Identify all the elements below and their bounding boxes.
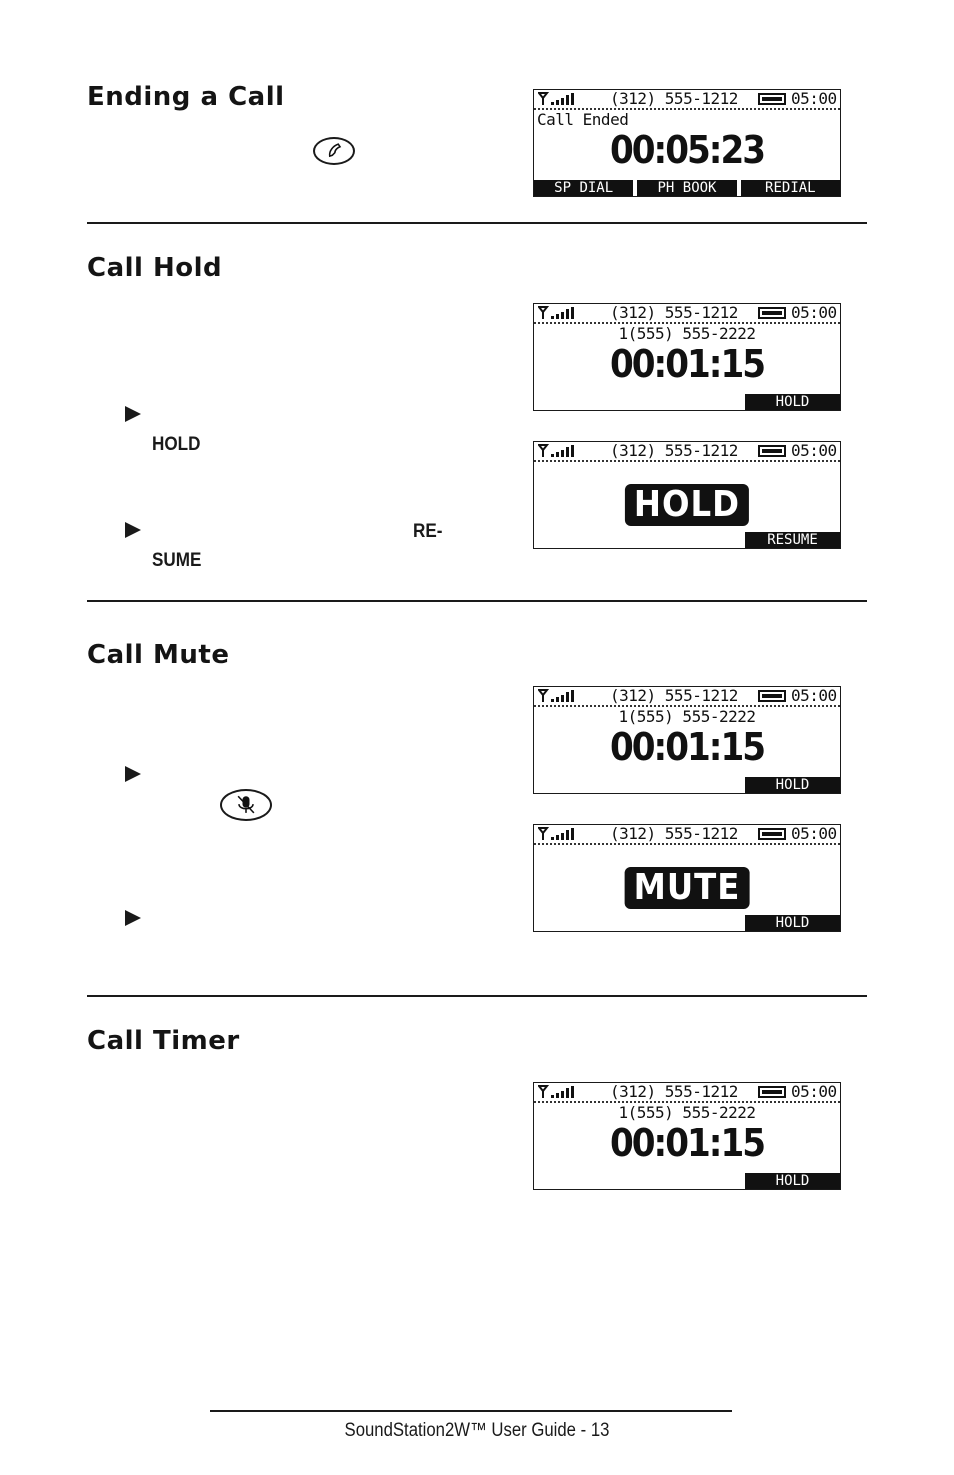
antenna-signal-icon <box>538 689 582 703</box>
lcd-call-timer: 00:01:15 <box>609 1121 765 1165</box>
lcd-status-bar <box>534 90 840 110</box>
lcd-screen-active-call <box>533 303 841 411</box>
section-title-ending-call: Ending a Call <box>87 82 285 112</box>
antenna-signal-icon <box>538 306 582 320</box>
lcd-hold-badge: HOLD <box>625 484 749 526</box>
lcd-screen-call-ended <box>533 89 841 197</box>
lcd-status-bar <box>534 825 840 845</box>
lcd-status-bar <box>534 687 840 707</box>
lcd-status-bar <box>534 304 840 324</box>
lcd-caller-number: 1(555) 555-2222 <box>618 1103 756 1122</box>
lcd-call-timer: 00:05:23 <box>609 128 765 172</box>
lcd-status-bar <box>534 1083 840 1103</box>
softkey-ref-resume-2: SUME <box>152 550 202 571</box>
lcd-caller-number: 1(555) 555-2222 <box>618 324 756 343</box>
lcd-caller-number: 1(555) 555-2222 <box>618 707 756 726</box>
triangle-arrow-icon <box>125 766 141 782</box>
lcd-clock: 05:00 <box>791 1082 837 1101</box>
softkey-hold[interactable]: HOLD <box>745 777 840 793</box>
lcd-screen-muted <box>533 824 841 932</box>
lcd-phone-number: (312) 555-1212 <box>610 89 738 108</box>
lcd-call-timer: 00:01:15 <box>609 342 765 386</box>
softkey-ref-hold: HOLD <box>152 434 201 455</box>
lcd-phone-number: (312) 555-1212 <box>610 686 738 705</box>
lcd-phone-number: (312) 555-1212 <box>610 303 738 322</box>
battery-icon <box>758 445 786 457</box>
handset-icon <box>313 137 355 165</box>
battery-icon <box>758 307 786 319</box>
section-title-call-hold: Call Hold <box>87 253 223 283</box>
lcd-clock: 05:00 <box>791 89 837 108</box>
section-divider <box>87 222 867 224</box>
page-footer: SoundStation2W™ User Guide - 13 <box>344 1420 610 1441</box>
footer-divider <box>210 1410 732 1412</box>
lcd-call-timer: 00:01:15 <box>609 725 765 769</box>
lcd-clock: 05:00 <box>791 686 837 705</box>
section-divider <box>87 995 867 997</box>
triangle-arrow-icon <box>125 406 141 422</box>
lcd-phone-number: (312) 555-1212 <box>610 824 738 843</box>
lcd-mute-badge: MUTE <box>625 867 750 909</box>
section-title-call-timer: Call Timer <box>87 1026 240 1056</box>
antenna-signal-icon <box>538 1085 582 1099</box>
lcd-phone-number: (312) 555-1212 <box>610 1082 738 1101</box>
softkey-hold[interactable]: HOLD <box>745 1173 840 1189</box>
section-title-call-mute: Call Mute <box>87 640 230 670</box>
softkey-redial[interactable]: REDIAL <box>741 180 840 196</box>
lcd-clock: 05:00 <box>791 303 837 322</box>
softkey-sp-dial[interactable]: SP DIAL <box>534 180 633 196</box>
softkey-hold[interactable]: HOLD <box>745 394 840 410</box>
lcd-screen-call-timer <box>533 1082 841 1190</box>
section-divider <box>87 600 867 602</box>
antenna-signal-icon <box>538 827 582 841</box>
battery-icon <box>758 690 786 702</box>
lcd-screen-active-call <box>533 686 841 794</box>
lcd-screen-on-hold <box>533 441 841 549</box>
softkey-ref-resume-1: RE- <box>413 521 443 542</box>
battery-icon <box>758 1086 786 1098</box>
lcd-clock: 05:00 <box>791 441 837 460</box>
antenna-signal-icon <box>538 92 582 106</box>
triangle-arrow-icon <box>125 522 141 538</box>
lcd-clock: 05:00 <box>791 824 837 843</box>
microphone-mute-icon <box>220 789 272 821</box>
softkey-hold[interactable]: HOLD <box>745 915 840 931</box>
battery-icon <box>758 93 786 105</box>
softkey-resume[interactable]: RESUME <box>745 532 840 548</box>
softkey-ph-book[interactable]: PH BOOK <box>637 180 736 196</box>
lcd-call-ended-label: Call Ended <box>537 110 629 129</box>
antenna-signal-icon <box>538 444 582 458</box>
lcd-softkey-bar <box>534 180 840 196</box>
lcd-phone-number: (312) 555-1212 <box>610 441 738 460</box>
battery-icon <box>758 828 786 840</box>
lcd-status-bar <box>534 442 840 462</box>
triangle-arrow-icon <box>125 910 141 926</box>
